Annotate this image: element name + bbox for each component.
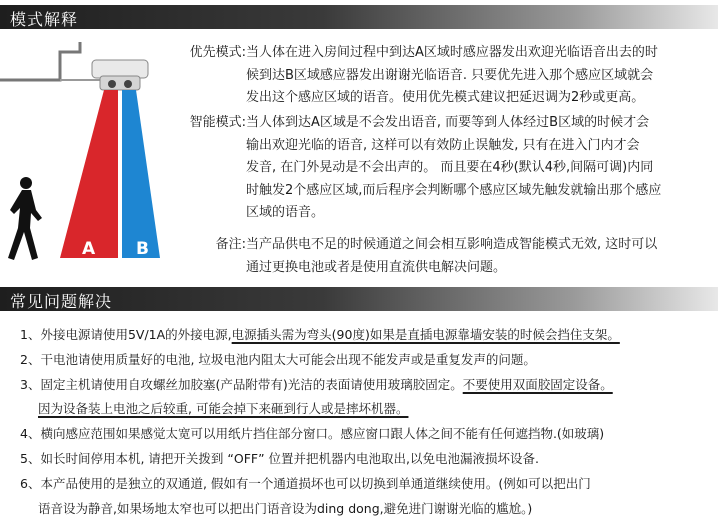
faq-item-1 xyxy=(20,325,620,343)
wall-bracket xyxy=(0,42,80,80)
zone-b-beam xyxy=(122,90,160,258)
note-label: 备注: xyxy=(215,237,246,252)
faq-item-5: 5、如长时间停用本机, 请把开关拨到 “OFF” 位置并把机器内电池取出,以免电池漏液损坏设备. xyxy=(20,451,539,466)
zone-a-beam xyxy=(60,90,118,258)
faq-text: 1、外接电源请使用5V/1A的外接电源, xyxy=(20,327,232,342)
smart-line: 当人体到达A区域是不会发出语音, 而要等到人体经过B区域的时候才会 xyxy=(246,115,650,130)
priority-line: 候到达B区域感应器发出谢谢光临语音. 只要优先进入那个感应区域就会 xyxy=(246,67,654,83)
priority-line: 当人体在进入房间过程中到达A区域时感应器发出欢迎光临语音出去的时 xyxy=(246,45,658,60)
faq-item-3-cont: 因为设备装上电池之后较重, 可能会掉下来砸到行人或是摔坏机器。 xyxy=(38,401,409,416)
section-title: 常见问题解决 xyxy=(10,292,113,311)
faq-item-6: 6、本产品使用的是独立的双通道, 假如有一个通道损坏也可以切换到单通道继续使用。(例如可以把出门 xyxy=(20,476,591,491)
faq-item-6-cont: 语音设为静音,如果场地太窄也可以把出门语音设为ding dong,避免进门谢谢光临的尴尬。) xyxy=(38,501,533,516)
priority-line: 发出这个感应区域的语音。使用优先模式建议把延迟调为2秒或更高。 xyxy=(246,90,645,106)
smart-mode-label: 智能模式: xyxy=(189,115,246,130)
faq-text-underlined: 电源插头需为弯头(90度)如果是直插电源靠墙安装的时候会挡住支架。 xyxy=(231,327,620,342)
note-block xyxy=(180,234,657,279)
faq-item-2: 2、干电池请使用质量好的电池, 垃圾电池内阻太大可能会出现不能发声或是重复发声的问题。 xyxy=(20,352,536,367)
smart-line: 时触发2个感应区域,而后程序会判断哪个感应区域先触发就输出那个感应 xyxy=(246,182,662,198)
note-line: 通过更换电池或者是使用直流供电解决问题。 xyxy=(246,259,507,275)
priority-mode-label: 优先模式: xyxy=(189,45,246,60)
priority-mode-block xyxy=(180,42,658,110)
smart-line: 区域的语音。 xyxy=(246,205,325,221)
smart-line: 发音, 在门外晃动是不会出声的。 而且要在4秒(默认4秒,间隔可调)内同 xyxy=(246,160,654,176)
faq-item-4: 4、横向感应范围如果感觉太宽可以用纸片挡住部分窗口。感应窗口跟人体之间不能有任何遮挡物.(如玻璃) xyxy=(20,426,605,441)
section-header-mode xyxy=(0,5,718,29)
faq-item-3 xyxy=(20,375,613,393)
walking-person-icon xyxy=(8,177,42,260)
faq-text-underlined: 不要使用双面胶固定设备。 xyxy=(462,377,613,392)
section-header-faq xyxy=(0,287,718,311)
section-title: 模式解释 xyxy=(10,10,79,29)
sensor-diagram xyxy=(0,32,180,272)
smart-line: 输出欢迎光临的语音, 这样可以有效防止误触发, 只有在进入门内才会 xyxy=(246,137,640,153)
zone-a-label: A xyxy=(82,239,96,259)
faq-text: 3、固定主机请使用自攻螺丝加胶塞(产品附带有)光洁的表面请使用玻璃胶固定。 xyxy=(20,377,463,392)
note-line: 当产品供电不足的时候通道之间会相互影响造成智能模式无效, 这时可以 xyxy=(246,237,658,252)
sensor-device xyxy=(92,60,148,90)
zone-b-label: B xyxy=(136,239,149,259)
smart-mode-block xyxy=(180,112,661,225)
